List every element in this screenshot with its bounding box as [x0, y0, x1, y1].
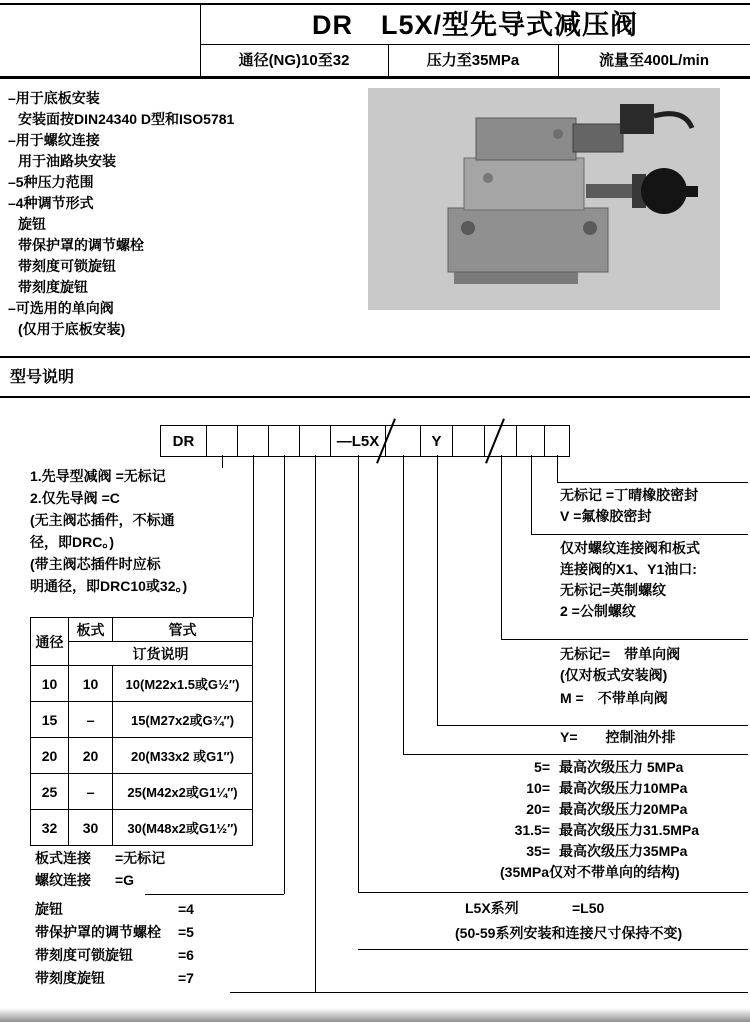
cell-pipe: 30(M48x2或G1½″): [113, 810, 253, 846]
connector-line: [531, 455, 532, 534]
page-title: DR L5X/型先导式减压阀: [311, 10, 639, 40]
feature-item: 带刻度旋钮: [18, 279, 88, 295]
connector-line: [358, 455, 359, 892]
feature-item: 带刻度可锁旋钮: [18, 258, 116, 274]
pressure-row: [505, 801, 687, 817]
cell-size: 10: [31, 666, 69, 702]
thread-note-line: 无标记=英制螺纹: [560, 582, 667, 598]
model-code-cell-11: [517, 426, 545, 456]
page-bottom-edge: [0, 1008, 750, 1022]
table-header-plate: 板式: [69, 618, 113, 642]
pressure-desc: 最高次级压力31.5MPa: [559, 822, 700, 838]
pressure-row: [505, 843, 687, 859]
feature-item: –5种压力范围: [8, 174, 94, 190]
check-valve-note-line: M = 不带单向阀: [560, 690, 668, 706]
adjustment-row: [35, 901, 194, 917]
connector-line: [437, 455, 438, 725]
feature-item: –用于底板安装: [8, 90, 100, 106]
connector-line: [222, 455, 223, 468]
pilot-note-line: 2.仅先导阀 =C: [30, 490, 120, 506]
pressure-desc: 最高次级压力10MPa: [559, 780, 688, 796]
cell-size: 20: [31, 738, 69, 774]
thread-note-line: 连接阀的X1、Y1油口:: [560, 561, 697, 577]
pressure-code: 31.5=: [514, 822, 550, 838]
connector-line: [230, 992, 748, 993]
adjustment-label: 旋钮: [35, 901, 63, 917]
series-note: (50-59系列安装和连接尺寸保持不变): [455, 925, 683, 941]
adjustment-label: 带刻度可锁旋钮: [35, 947, 133, 963]
connector-line: [501, 455, 502, 639]
spec-cell-pressure: 压力至35MPa: [426, 52, 520, 69]
connector-line: [253, 455, 254, 617]
pressure-desc: 最高次级压力35MPa: [559, 843, 688, 859]
pressure-code: 5=: [534, 759, 550, 775]
pressure-desc: 最高次级压力 5MPa: [559, 759, 684, 775]
table-row: [31, 666, 253, 702]
model-code-cell-2: [207, 426, 238, 456]
pressure-desc: 最高次级压力20MPa: [559, 801, 688, 817]
connector-line: [403, 754, 748, 755]
connector-line: [501, 639, 748, 640]
cell-plate: 20: [69, 738, 113, 774]
table-header-size: 通径: [31, 618, 69, 666]
adjustment-label: 带刻度旋钮: [35, 970, 105, 986]
adjustment-row: [35, 924, 194, 940]
series-row: [465, 900, 604, 916]
feature-item: –可选用的单向阀: [8, 300, 114, 316]
pressure-row: [505, 759, 683, 775]
section-title: 型号说明: [10, 369, 75, 386]
adjustment-row: [35, 947, 194, 963]
connection-label: 板式连接: [35, 850, 91, 866]
rule-section-bottom: [0, 396, 750, 398]
connector-line: [358, 892, 748, 893]
table-row: [31, 810, 253, 846]
feature-item: –4种调节形式: [8, 195, 94, 211]
pressure-code: 35=: [526, 843, 550, 859]
model-code-cell-8: Y: [421, 426, 453, 456]
table-row: [31, 702, 253, 738]
model-code-row: [160, 425, 570, 457]
model-code-cell-3: [238, 426, 269, 456]
model-code-cell-9: [453, 426, 485, 456]
cell-size: 25: [31, 774, 69, 810]
model-code-cell-1: DR: [161, 426, 207, 456]
feature-item: 用于油路块安装: [18, 153, 116, 169]
adjustment-label: 带保护罩的调节螺栓: [35, 924, 161, 940]
connection-row: [35, 872, 134, 888]
connection-label: 螺纹连接: [35, 872, 91, 888]
cell-plate: 10: [69, 666, 113, 702]
table-subheader-order: 订货说明: [69, 642, 253, 666]
adjustment-value: =5: [178, 924, 194, 940]
connector-line: [315, 455, 316, 992]
adjustment-row: [35, 970, 194, 986]
rule-top: [0, 3, 750, 5]
pressure-row: [505, 822, 699, 838]
cell-pipe: 15(M27x2或G¾″): [113, 702, 253, 738]
pressure-note: (35MPa仅对不带单向的结构): [500, 864, 680, 880]
valve-illustration: [368, 88, 720, 310]
connector-line: [403, 455, 404, 754]
spec-divider: [558, 45, 559, 76]
table-header-pipe: 管式: [113, 618, 253, 642]
cell-pipe: 20(M33x2 或G1″): [113, 738, 253, 774]
cell-size: 15: [31, 702, 69, 738]
pilot-note-line: (无主阀芯插件，不标通: [30, 512, 175, 528]
check-valve-note-line: 无标记= 带单向阀: [560, 646, 681, 662]
cell-plate: 30: [69, 810, 113, 846]
connector-line: [557, 455, 558, 482]
spec-cell-size: 通径(NG)10至32: [238, 52, 350, 69]
size-table: [30, 617, 253, 846]
cell-size: 32: [31, 810, 69, 846]
adjustment-value: =7: [178, 970, 194, 986]
connector-line: [145, 894, 284, 895]
feature-item: –用于螺纹连接: [8, 132, 100, 148]
model-code-cell-12: [545, 426, 569, 456]
connection-value: =无标记: [115, 850, 166, 866]
thread-note-line: 2 =公制螺纹: [560, 603, 636, 619]
pilot-note-line: 1.先导型减阀 =无标记: [30, 468, 166, 484]
pilot-note-line: 明通径，即DRC10或32。): [30, 578, 188, 594]
adjustment-value: =6: [178, 947, 194, 963]
adjustment-value: =4: [178, 901, 194, 917]
feature-item: 旋钮: [18, 216, 46, 232]
pressure-code: 10=: [526, 780, 550, 796]
seal-note-line: V =氟橡胶密封: [560, 508, 652, 524]
connection-row: [35, 850, 165, 866]
series-label: L5X系列: [465, 900, 519, 916]
connector-line: [284, 455, 285, 894]
connector-line: [358, 949, 748, 950]
connector-line: [557, 482, 748, 483]
model-code-cell-6: —L5X: [331, 426, 386, 456]
feature-item: (仅用于底板安装): [18, 321, 126, 337]
table-row: [31, 774, 253, 810]
cell-pipe: 25(M42x2或G1¼″): [113, 774, 253, 810]
cell-plate: –: [69, 774, 113, 810]
feature-item: 安装面按DIN24340 D型和ISO5781: [18, 111, 235, 127]
connector-line: [437, 725, 748, 726]
thread-note-line: 仅对螺纹连接阀和板式: [560, 540, 700, 556]
rule-header-bottom: [0, 76, 750, 79]
spec-cell-flow: 流量至400L/min: [598, 52, 710, 69]
cell-plate: –: [69, 702, 113, 738]
product-photo: [368, 88, 720, 310]
drain-note: Y= 控制油外排: [560, 729, 676, 745]
pressure-code: 20=: [526, 801, 550, 817]
cell-pipe: 10(M22x1.5或G½″): [113, 666, 253, 702]
spec-divider: [388, 45, 389, 76]
pilot-note-line: (带主阀芯插件时应标: [30, 556, 161, 572]
feature-item: 带保护罩的调节螺栓: [18, 237, 144, 253]
series-value: =L50: [572, 900, 605, 916]
pilot-note-line: 径，即DRC。): [30, 534, 114, 550]
table-row: [31, 738, 253, 774]
check-valve-note-line: (仅对板式安装阀): [560, 667, 668, 683]
connector-line: [531, 534, 748, 535]
connection-value: =G: [115, 872, 135, 888]
rule-section-top: [0, 356, 750, 358]
model-code-cell-5: [300, 426, 331, 456]
pressure-row: [505, 780, 687, 796]
model-code-cell-4: [269, 426, 300, 456]
seal-note-line: 无标记 =丁晴橡胶密封: [560, 487, 699, 503]
